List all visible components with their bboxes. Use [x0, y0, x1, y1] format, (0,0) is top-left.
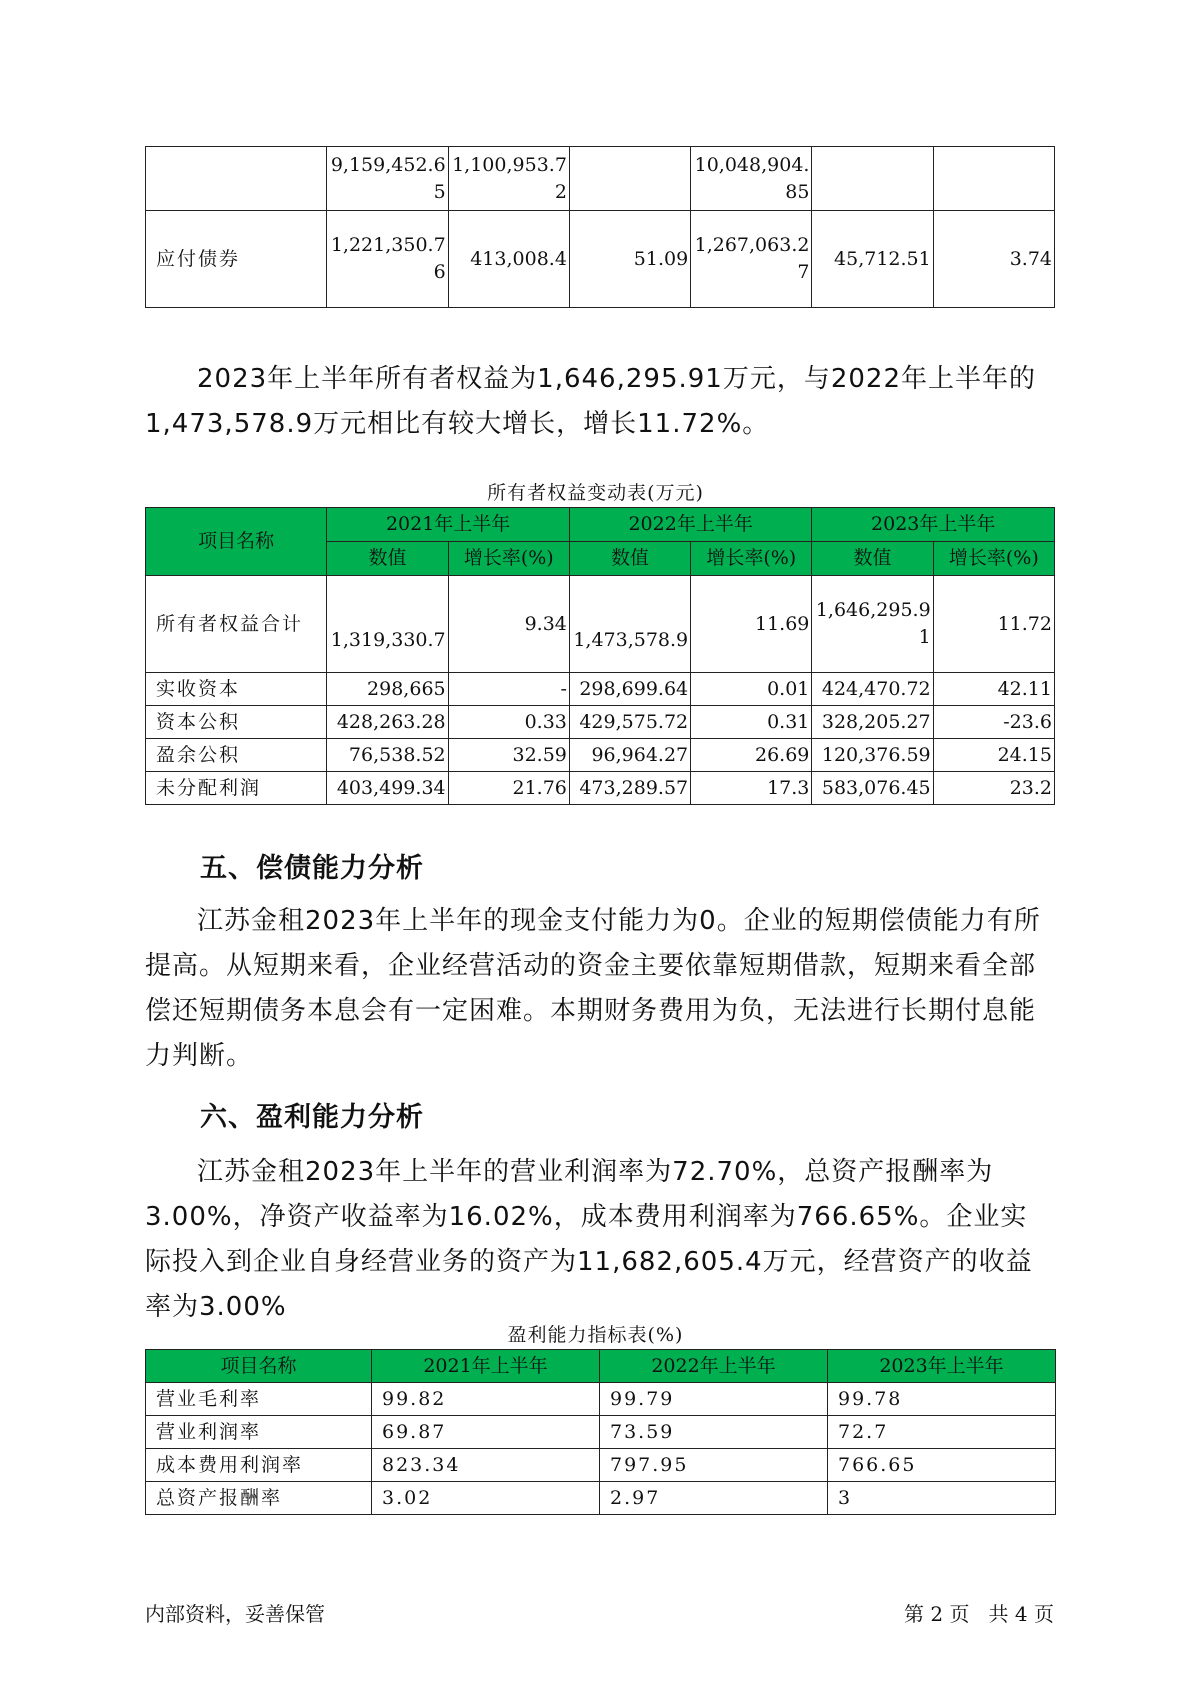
table-row [146, 673, 1055, 706]
row-label: 营业毛利率 [146, 1383, 372, 1416]
cell: 45,712.51 [812, 211, 933, 308]
table-row [146, 1449, 1056, 1482]
footer-page-number: 第 2 页 共 4 页 [904, 1602, 1054, 1626]
row-label: 应付债券 [146, 211, 327, 308]
header-year: 2022年上半年 [569, 508, 812, 542]
cell: 76,538.52 [327, 739, 448, 772]
table-row [146, 147, 1055, 211]
table-row [146, 1416, 1056, 1449]
equity-table-caption: 所有者权益变动表(万元) [487, 482, 704, 504]
table-row [146, 576, 1055, 673]
cell: 17.3 [691, 772, 812, 805]
debt-table [145, 146, 1055, 308]
header-item-name: 项目名称 [146, 1350, 372, 1383]
table-row [146, 706, 1055, 739]
cell: 2.97 [600, 1482, 828, 1515]
profit-table-caption: 盈利能力指标表(%) [507, 1324, 684, 1346]
cell: 3.74 [933, 211, 1054, 308]
header-year: 2021年上半年 [327, 508, 570, 542]
cell: 42.11 [933, 673, 1054, 706]
cell: 99.82 [372, 1383, 600, 1416]
cell: 797.95 [600, 1449, 828, 1482]
cell: 23.2 [933, 772, 1054, 805]
cell: 21.76 [448, 772, 569, 805]
cell: 823.34 [372, 1449, 600, 1482]
cell: 69.87 [372, 1416, 600, 1449]
cell: 3 [828, 1482, 1056, 1515]
cell: 10,048,904.85 [691, 147, 812, 211]
header-year: 2021年上半年 [372, 1350, 600, 1383]
header-rate: 增长率(%) [448, 542, 569, 576]
equity-table [145, 507, 1055, 805]
cell: 583,076.45 [812, 772, 933, 805]
cell: 24.15 [933, 739, 1054, 772]
table-row [146, 739, 1055, 772]
table-row [146, 1383, 1056, 1416]
cell: 413,008.4 [448, 211, 569, 308]
table-row [146, 1482, 1056, 1515]
cell [933, 147, 1054, 211]
cell: 429,575.72 [569, 706, 690, 739]
section-paragraph: 江苏金租2023年上半年的现金支付能力为0。企业的短期偿债能力有所提高。从短期来看，企业经营活动的资金主要依靠短期借款，短期来看全部偿还短期债务本息会有一定困难。本期财务费用为负，无法进行长期付息能力判断。 [145, 906, 1041, 1071]
cell: 99.78 [828, 1383, 1056, 1416]
cell: 328,205.27 [812, 706, 933, 739]
section-heading: 五、偿债能力分析 [200, 853, 424, 884]
cell: 428,263.28 [327, 706, 448, 739]
cell: 0.01 [691, 673, 812, 706]
cell: 0.31 [691, 706, 812, 739]
row-label [146, 147, 327, 211]
cell: 298,665 [327, 673, 448, 706]
cell: 3.02 [372, 1482, 600, 1515]
section-heading: 六、盈利能力分析 [200, 1102, 424, 1133]
cell: 424,470.72 [812, 673, 933, 706]
table-row [146, 772, 1055, 805]
cell: 0.33 [448, 706, 569, 739]
cell: 1,319,330.7 [327, 576, 448, 673]
cell: 403,499.34 [327, 772, 448, 805]
header-value: 数值 [327, 542, 448, 576]
cell: -23.6 [933, 706, 1054, 739]
equity-paragraph: 2023年上半年所有者权益为1,646,295.91万元，与2022年上半年的1,473,578.9万元相比有较大增长，增长11.72%。 [145, 364, 1037, 439]
row-label: 总资产报酬率 [146, 1482, 372, 1515]
footer-left: 内部资料，妥善保管 [145, 1602, 325, 1626]
profit-table [145, 1349, 1056, 1515]
cell: 51.09 [569, 211, 690, 308]
cell: 1,221,350.76 [327, 211, 448, 308]
cell: 1,100,953.72 [448, 147, 569, 211]
table-row [146, 211, 1055, 308]
cell: 473,289.57 [569, 772, 690, 805]
cell: 1,267,063.27 [691, 211, 812, 308]
cell: 99.79 [600, 1383, 828, 1416]
header-rate: 增长率(%) [691, 542, 812, 576]
row-label: 实收资本 [146, 673, 327, 706]
row-label: 资本公积 [146, 706, 327, 739]
row-label: 营业利润率 [146, 1416, 372, 1449]
section-paragraph: 江苏金租2023年上半年的营业利润率为72.70%，总资产报酬率为3.00%，净资产收益率为16.02%，成本费用利润率为766.65%。企业实际投入到企业自身经营业务的资产为11,682,605.4万元，经营资产的收益率为3.00% [145, 1157, 1033, 1322]
row-label: 盈余公积 [146, 739, 327, 772]
header-item-name: 项目名称 [146, 508, 327, 576]
cell: 9.34 [448, 576, 569, 673]
cell: 766.65 [828, 1449, 1056, 1482]
cell: 96,964.27 [569, 739, 690, 772]
header-row [146, 508, 1055, 542]
header-year: 2023年上半年 [828, 1350, 1056, 1383]
cell: 120,376.59 [812, 739, 933, 772]
row-label: 所有者权益合计 [146, 576, 327, 673]
cell: 73.59 [600, 1416, 828, 1449]
header-rate: 增长率(%) [933, 542, 1054, 576]
cell: 1,473,578.9 [569, 576, 690, 673]
row-label: 未分配利润 [146, 772, 327, 805]
header-value: 数值 [812, 542, 933, 576]
cell: 26.69 [691, 739, 812, 772]
cell [569, 147, 690, 211]
cell: 72.7 [828, 1416, 1056, 1449]
cell: - [448, 673, 569, 706]
cell: 11.69 [691, 576, 812, 673]
cell [812, 147, 933, 211]
cell: 1,646,295.91 [812, 576, 933, 673]
cell: 9,159,452.65 [327, 147, 448, 211]
row-label: 成本费用利润率 [146, 1449, 372, 1482]
header-year: 2023年上半年 [812, 508, 1055, 542]
header-value: 数值 [569, 542, 690, 576]
cell: 11.72 [933, 576, 1054, 673]
header-row [146, 1350, 1056, 1383]
header-year: 2022年上半年 [600, 1350, 828, 1383]
cell: 32.59 [448, 739, 569, 772]
cell: 298,699.64 [569, 673, 690, 706]
